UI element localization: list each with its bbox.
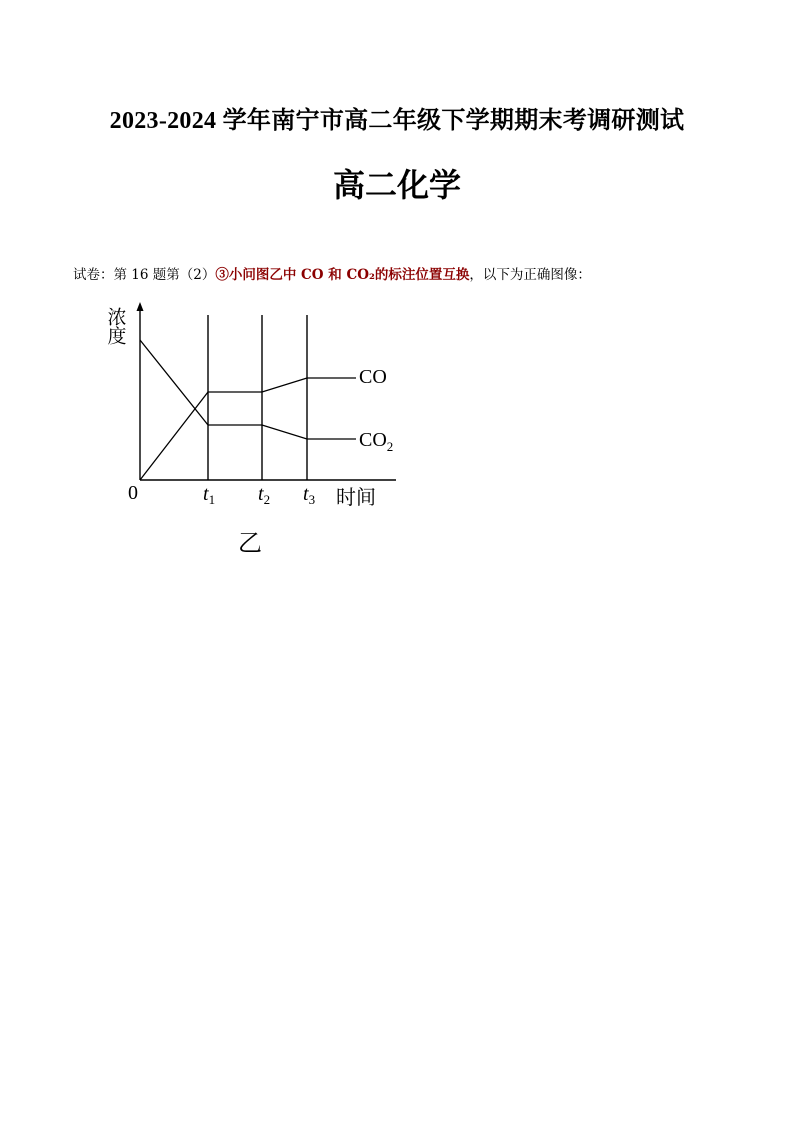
figure-caption: 乙: [238, 531, 262, 557]
note-suffix: ，以下为正确图像：: [469, 267, 591, 283]
t2-label: $t_2$: [258, 483, 271, 507]
note-prefix: 试卷：第 16 题第（2）: [73, 267, 216, 283]
exam-note: [73, 263, 591, 283]
t1-label: $t_1$: [203, 483, 216, 507]
note-highlight: ③小问图乙中 CO 和 CO₂的标注位置互换: [215, 267, 470, 283]
co-curve: [140, 378, 356, 480]
co2-series-label: $CO_2$: [359, 429, 394, 454]
subject-title: 高二化学: [332, 166, 461, 204]
y-axis-label: 浓度: [104, 307, 126, 345]
concentration-time-graph: [100, 300, 410, 560]
concentration-time-figure: [100, 300, 410, 560]
co2-curve: [140, 340, 356, 439]
x-axis-label: 时间: [336, 487, 376, 509]
origin-label: 0: [128, 482, 138, 504]
co-series-label: CO: [359, 366, 387, 388]
page-title: 2023-2024 学年南宁市高二年级下学期期末考调研测试: [109, 108, 685, 134]
y-axis-arrow: [137, 302, 144, 311]
t3-label: $t_3$: [303, 483, 316, 507]
